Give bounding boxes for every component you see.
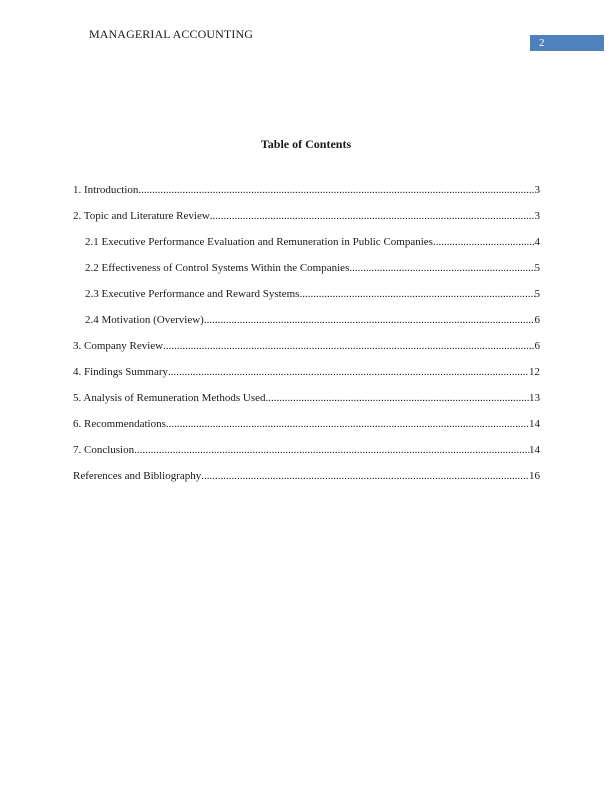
toc-entry-page-number: 16	[529, 470, 540, 482]
toc-entry-label: 6. Recommendations	[73, 418, 166, 430]
toc-dot-leader	[168, 365, 529, 380]
toc-entry-company-review[interactable]	[73, 339, 540, 365]
toc-entry-label: 2.3 Executive Performance and Reward Systems	[85, 288, 300, 300]
toc-entry-control-systems[interactable]	[73, 261, 540, 287]
toc-entry-page-number: 12	[529, 366, 540, 378]
toc-entry-label: 3. Company Review	[73, 340, 164, 352]
toc-entry-page-number: 4	[534, 236, 540, 248]
toc-dot-leader	[433, 235, 535, 250]
running-header-title: MANAGERIAL ACCOUNTING	[89, 27, 253, 41]
page-number-badge: 2	[530, 35, 604, 51]
toc-entry-label: 1. Introduction	[73, 184, 139, 196]
toc-entry-page-number: 3	[534, 210, 540, 222]
toc-entry-findings-summary[interactable]	[73, 365, 540, 391]
table-of-contents	[73, 183, 540, 495]
toc-heading: Table of Contents	[260, 137, 352, 151]
toc-entry-label: 2.1 Executive Performance Evaluation and Remuneration in Public Companies	[85, 236, 433, 248]
toc-dot-leader	[134, 443, 529, 458]
toc-entry-label: 2.2 Effectiveness of Control Systems Within the Companies	[85, 262, 350, 274]
toc-dot-leader	[349, 261, 534, 276]
toc-entry-label: 2. Topic and Literature Review	[73, 210, 210, 222]
toc-entry-page-number: 6	[534, 314, 540, 326]
toc-entry-introduction[interactable]	[73, 183, 540, 209]
toc-entry-remuneration-analysis[interactable]	[73, 391, 540, 417]
toc-dot-leader	[163, 339, 534, 354]
toc-entry-recommendations[interactable]	[73, 417, 540, 443]
toc-entry-references[interactable]	[73, 469, 540, 495]
toc-entry-page-number: 14	[529, 444, 540, 456]
toc-dot-leader	[204, 313, 535, 328]
toc-dot-leader	[299, 287, 534, 302]
toc-entry-label: References and Bibliography	[73, 470, 202, 482]
toc-entry-page-number: 14	[529, 418, 540, 430]
toc-dot-leader	[210, 209, 535, 224]
toc-entry-label: 5. Analysis of Remuneration Methods Used	[73, 392, 266, 404]
toc-entry-page-number: 6	[534, 340, 540, 352]
toc-entry-label: 4. Findings Summary	[73, 366, 169, 378]
toc-entry-page-number: 5	[534, 288, 540, 300]
toc-entry-motivation[interactable]	[73, 313, 540, 339]
toc-dot-leader	[265, 391, 529, 406]
toc-entry-label: 2.4 Motivation (Overview)	[85, 314, 204, 326]
toc-entry-conclusion[interactable]	[73, 443, 540, 469]
toc-entry-topic-literature-review[interactable]	[73, 209, 540, 235]
toc-entry-label: 7. Conclusion	[73, 444, 135, 456]
toc-dot-leader	[201, 469, 529, 484]
toc-entry-page-number: 5	[534, 262, 540, 274]
toc-dot-leader	[138, 183, 534, 198]
toc-entry-page-number: 13	[529, 392, 540, 404]
toc-entry-executive-performance-evaluation[interactable]	[73, 235, 540, 261]
toc-entry-page-number: 3	[534, 184, 540, 196]
toc-entry-reward-systems[interactable]	[73, 287, 540, 313]
toc-dot-leader	[166, 417, 529, 432]
